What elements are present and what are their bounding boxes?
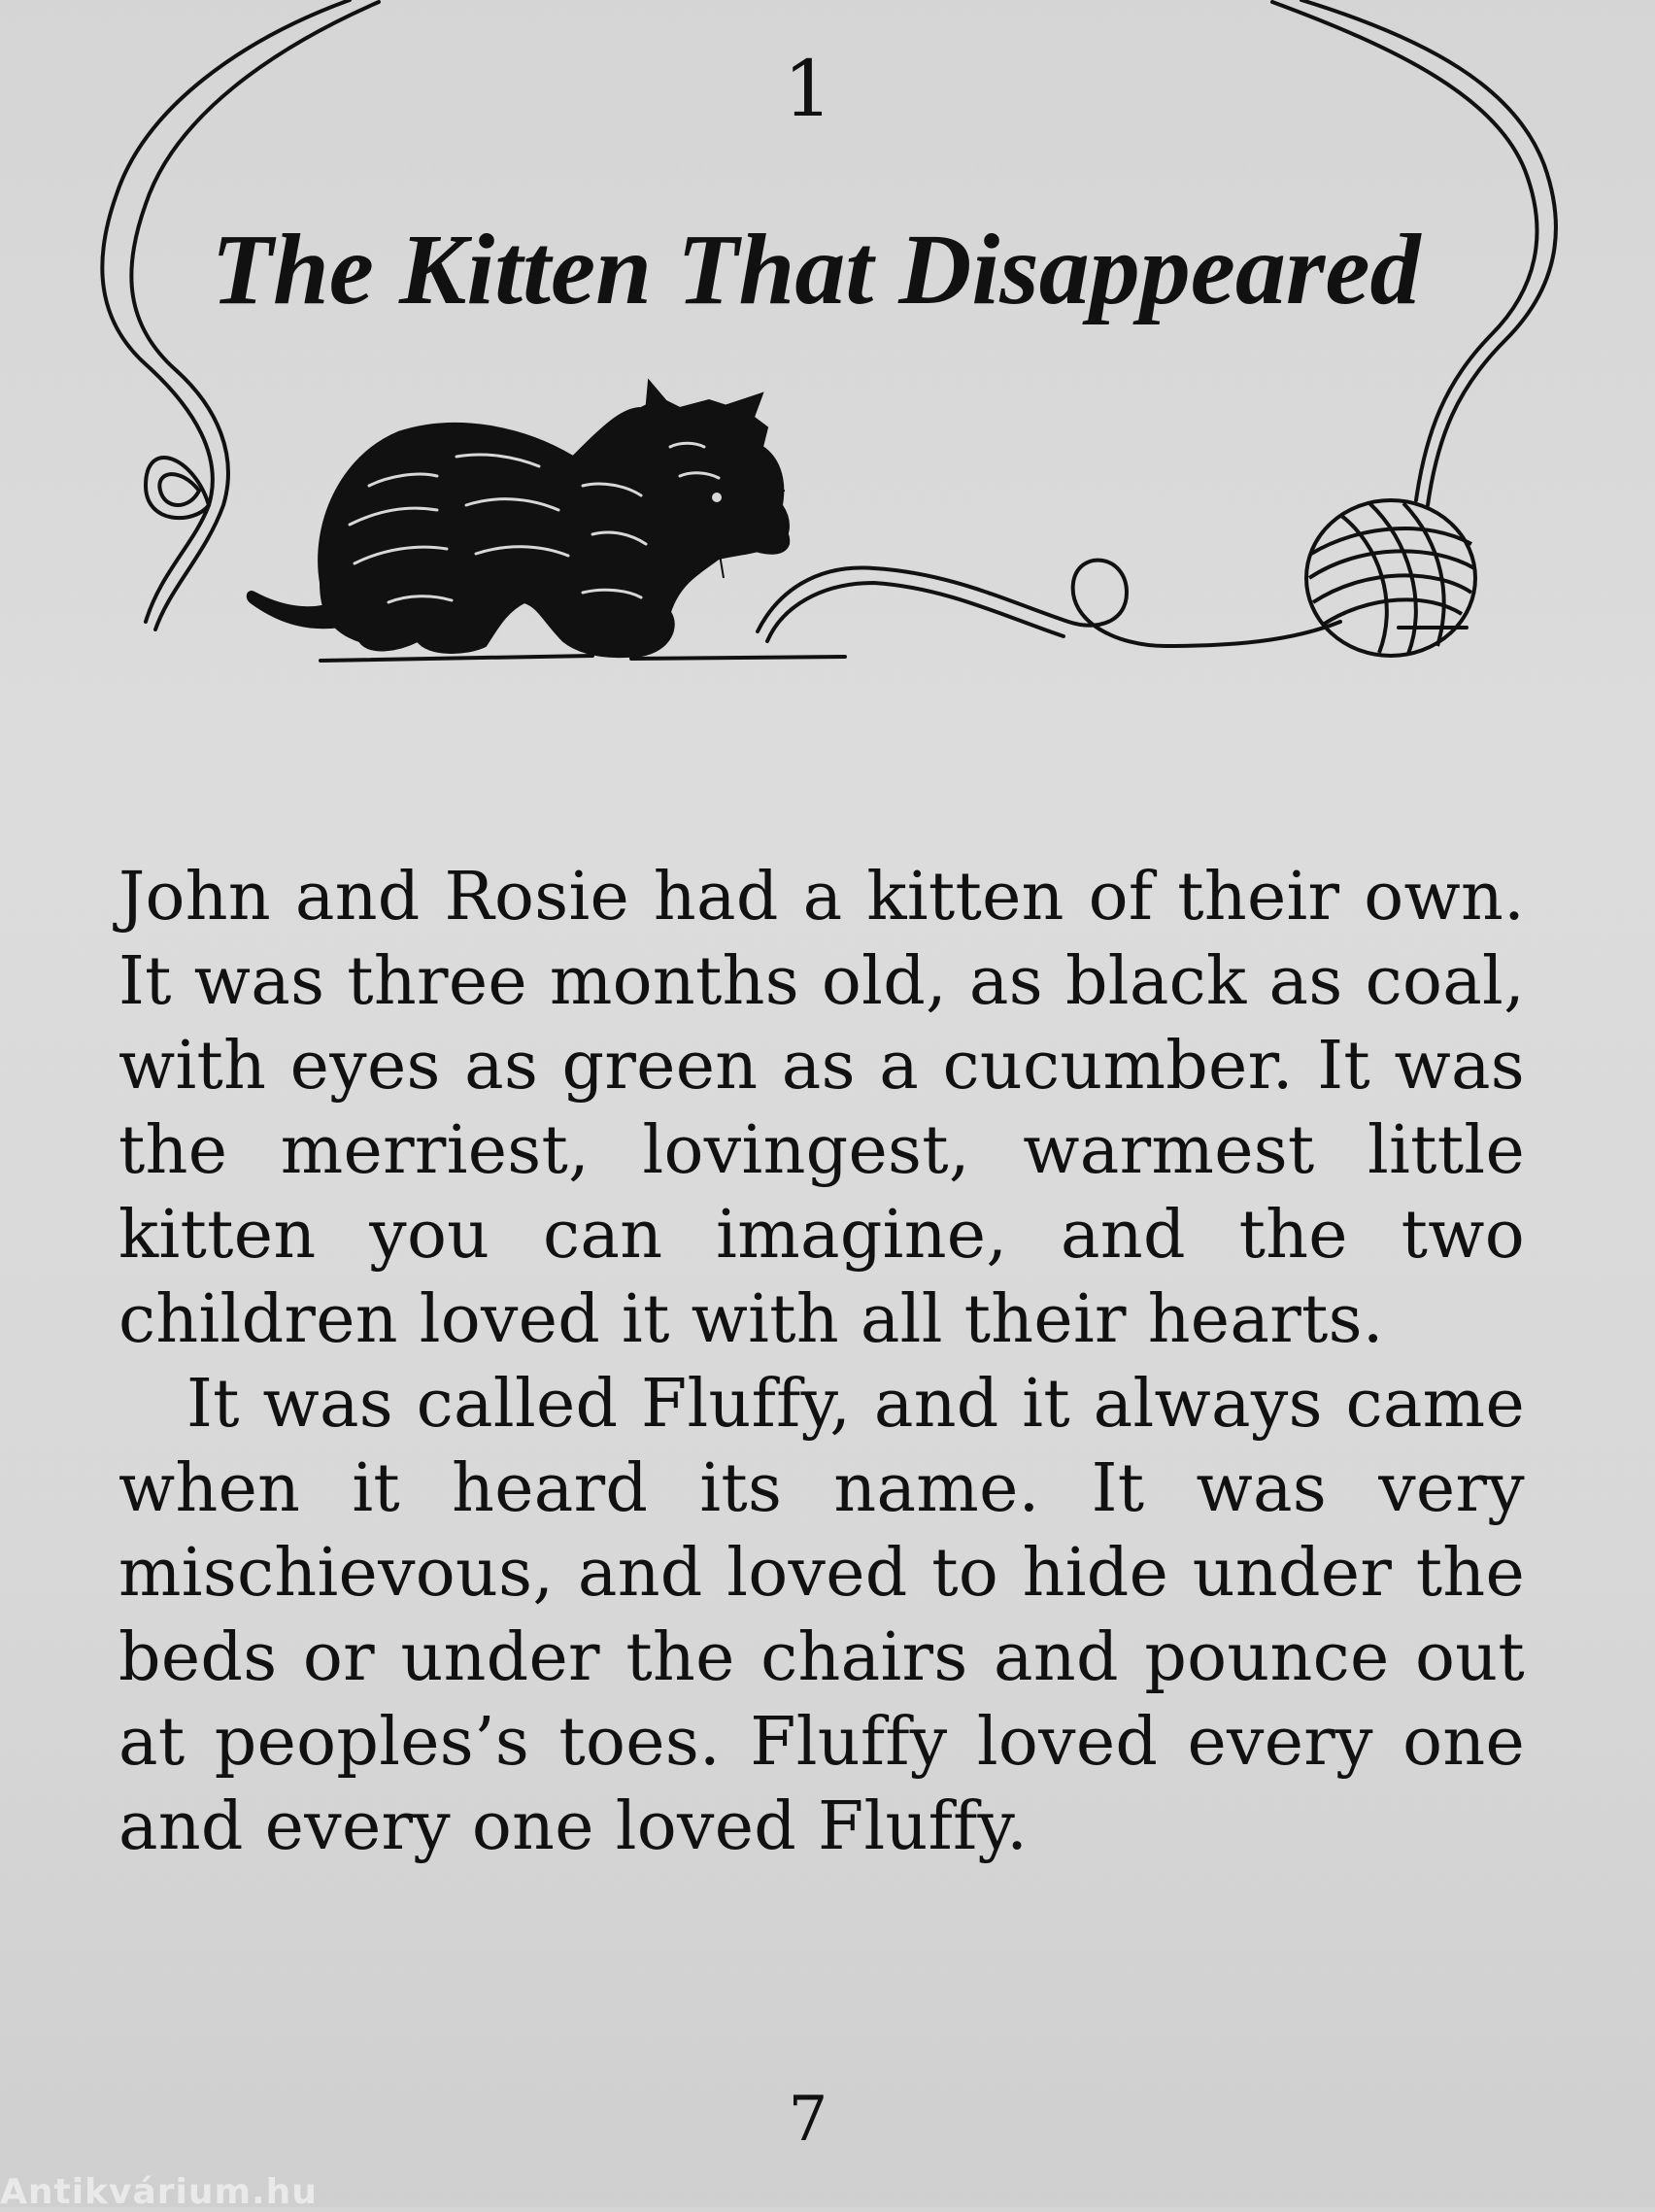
story-text xyxy=(118,855,1525,1869)
watermark: Antikvárium.hu xyxy=(0,2172,318,2212)
paragraph: It was called Fluffy, and it always came when it heard its name. It was very mischievous, and loved to hide under the beds or under the chairs and pounce out at peoples’s toes. Fluffy loved every one and every one loved Fluffy. xyxy=(118,1366,1525,1865)
ribbon-curl-left xyxy=(146,458,209,518)
kitten-illustration xyxy=(248,381,789,657)
chapter-number: 1 xyxy=(783,44,833,134)
chapter-title: The Kitten That Disappeared xyxy=(211,214,1421,325)
paragraph: John and Rosie had a kitten of their own. It was three months old, as black as coal, with eyes as green as a cucumber. It was the merriest, lovingest, warmest little kitten you can imagine, and the two children loved it with all their hearts. xyxy=(118,859,1525,1358)
kitten-eye-icon xyxy=(712,493,722,502)
page-number: 7 xyxy=(788,2084,828,2156)
yarn-ball-icon xyxy=(1306,500,1475,656)
